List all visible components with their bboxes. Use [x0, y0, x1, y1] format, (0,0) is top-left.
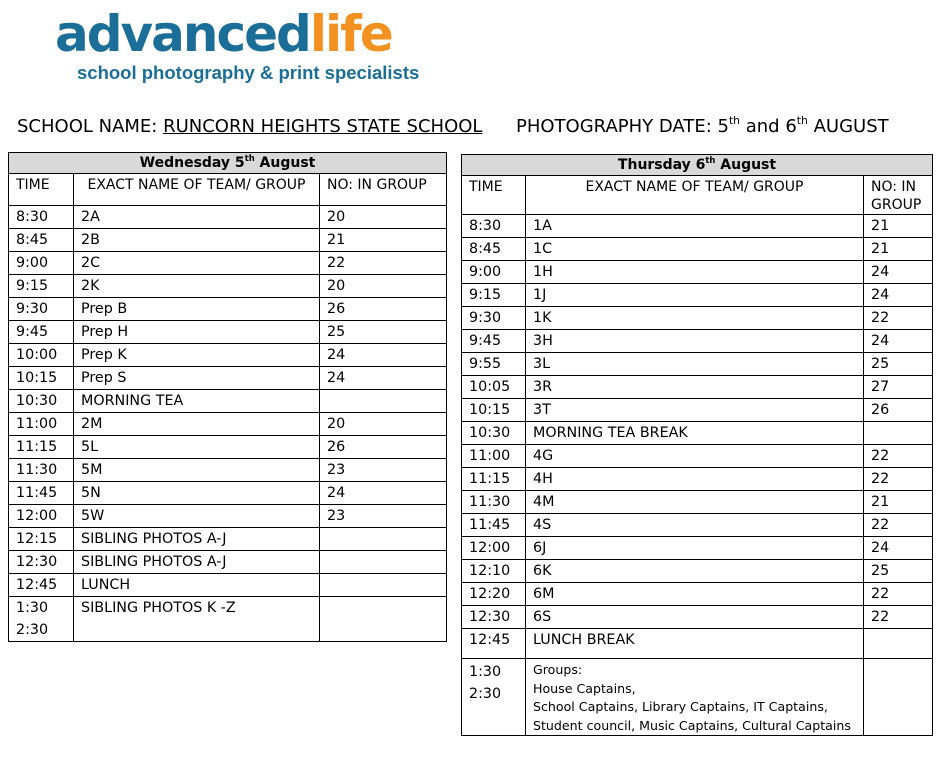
table-row: [462, 491, 933, 514]
date-label: PHOTOGRAPHY DATE:: [516, 116, 718, 137]
date-day2: 6: [785, 116, 797, 137]
date-sup1: th: [728, 113, 741, 127]
group-count-cell: 24: [864, 537, 933, 560]
group-count-cell: 21: [320, 229, 447, 252]
group-count-cell: 25: [320, 321, 447, 344]
table-row: [9, 298, 447, 321]
table-row: [462, 606, 933, 629]
table-row: [462, 422, 933, 445]
time-cell: 11:45: [462, 514, 526, 537]
time-cell: 9:15: [9, 275, 74, 298]
group-name-cell: 5M: [74, 459, 320, 482]
group-count-cell: 22: [864, 514, 933, 537]
col-header-count-line1: NO: IN: [871, 179, 917, 195]
thursday-title-sup: th: [705, 154, 716, 165]
group-name-cell: Prep K: [74, 344, 320, 367]
wednesday-schedule-table: [8, 152, 447, 642]
thursday-schedule-table: [461, 154, 933, 736]
table-row: [9, 367, 447, 390]
group-count-cell: 20: [320, 206, 447, 229]
time-cell: 12:10: [462, 560, 526, 583]
time-end: 2:30: [469, 686, 502, 702]
group-count-cell: 23: [320, 459, 447, 482]
group-name-cell: 6K: [526, 560, 864, 583]
group-count-cell: [864, 422, 933, 445]
table-row: [462, 215, 933, 238]
group-name-cell: 1A: [526, 215, 864, 238]
groups-line: School Captains, Library Captains, IT Captains,: [533, 699, 828, 714]
time-cell: 8:30: [462, 215, 526, 238]
table-row: [462, 583, 933, 606]
table-row: [462, 399, 933, 422]
table-row: [9, 436, 447, 459]
time-cell: 12:30: [9, 551, 74, 574]
group-name-cell: 4G: [526, 445, 864, 468]
group-count-cell: [320, 597, 447, 642]
group-name-cell: 1H: [526, 261, 864, 284]
time-cell: 11:15: [9, 436, 74, 459]
table-row: [462, 659, 933, 736]
group-name-cell: 1C: [526, 238, 864, 261]
group-name-cell: 4H: [526, 468, 864, 491]
group-count-cell: 27: [864, 376, 933, 399]
group-count-cell: 23: [320, 505, 447, 528]
group-name-cell: 6J: [526, 537, 864, 560]
group-count-cell: 22: [864, 583, 933, 606]
time-cell: 12:30: [462, 606, 526, 629]
group-count-cell: 21: [864, 491, 933, 514]
group-name-cell: SIBLING PHOTOS K -Z: [74, 597, 320, 642]
table-row: [462, 468, 933, 491]
table-row: [9, 344, 447, 367]
time-cell: [9, 597, 74, 642]
time-cell: 11:00: [9, 413, 74, 436]
wednesday-title: [9, 153, 447, 174]
group-count-cell: 26: [320, 298, 447, 321]
group-count-cell: 25: [864, 353, 933, 376]
table-row: [9, 459, 447, 482]
time-cell: [462, 659, 526, 736]
table-row: [9, 206, 447, 229]
group-name-cell: 1K: [526, 307, 864, 330]
group-count-cell: 22: [864, 307, 933, 330]
group-name-cell: 3R: [526, 376, 864, 399]
group-count-cell: 20: [320, 413, 447, 436]
time-cell: 12:45: [9, 574, 74, 597]
time-cell: 10:05: [462, 376, 526, 399]
photography-date-line: [516, 113, 889, 137]
table-row: [9, 505, 447, 528]
table-row: [9, 252, 447, 275]
group-count-cell: 24: [320, 482, 447, 505]
table-row: [9, 321, 447, 344]
col-header-count: NO: IN GROUP: [320, 174, 447, 206]
time-cell: 9:15: [462, 284, 526, 307]
logo-wordmark: [55, 6, 392, 62]
group-count-cell: 26: [320, 436, 447, 459]
group-count-cell: 26: [864, 399, 933, 422]
group-name-cell: 2C: [74, 252, 320, 275]
company-logo: [55, 6, 475, 86]
time-cell: 10:00: [9, 344, 74, 367]
time-cell: 12:20: [462, 583, 526, 606]
group-count-cell: 21: [864, 238, 933, 261]
time-cell: 9:45: [462, 330, 526, 353]
logo-wordmark-part1: advanced: [55, 5, 310, 63]
time-cell: 12:00: [462, 537, 526, 560]
time-cell: 11:45: [9, 482, 74, 505]
group-name-cell: 6M: [526, 583, 864, 606]
thursday-title: [462, 155, 933, 176]
time-cell: 11:30: [462, 491, 526, 514]
time-cell: 9:00: [462, 261, 526, 284]
group-count-cell: [320, 390, 447, 413]
thursday-title-day: Thursday 6: [617, 157, 706, 173]
group-name-cell: 3H: [526, 330, 864, 353]
time-cell: 12:45: [462, 629, 526, 659]
group-name-cell: 2A: [74, 206, 320, 229]
group-count-cell: 24: [864, 284, 933, 307]
table-row: [462, 514, 933, 537]
time-cell: 11:15: [462, 468, 526, 491]
date-and: and: [740, 116, 786, 137]
table-row: [9, 551, 447, 574]
time-cell: 8:45: [462, 238, 526, 261]
time-cell: 8:30: [9, 206, 74, 229]
group-name-cell: MORNING TEA: [74, 390, 320, 413]
group-name-cell: 3L: [526, 353, 864, 376]
group-count-cell: 25: [864, 560, 933, 583]
group-count-cell: 24: [320, 344, 447, 367]
group-name-cell: 3T: [526, 399, 864, 422]
time-cell: 12:00: [9, 505, 74, 528]
col-header-count-line2: GROUP: [871, 197, 922, 213]
thursday-title-month: August: [715, 157, 777, 173]
table-row: [462, 445, 933, 468]
group-count-cell: 22: [864, 606, 933, 629]
group-name-cell: 2K: [74, 275, 320, 298]
time-cell: 12:15: [9, 528, 74, 551]
table-row: [9, 413, 447, 436]
group-count-cell: 22: [320, 252, 447, 275]
group-name-cell: Prep B: [74, 298, 320, 321]
table-row: [462, 629, 933, 659]
table-row: [462, 353, 933, 376]
table-row: [462, 238, 933, 261]
group-name-cell: LUNCH: [74, 574, 320, 597]
table-row: [9, 275, 447, 298]
time-cell: 11:30: [9, 459, 74, 482]
time-start: 1:30: [469, 664, 502, 680]
groups-line: Student council, Music Captains, Cultural Captains: [533, 717, 851, 733]
group-name-cell: Prep S: [74, 367, 320, 390]
group-count-cell: 21: [864, 215, 933, 238]
time-cell: 10:15: [462, 399, 526, 422]
wednesday-title-day: Wednesday 5: [139, 155, 245, 171]
table-row: [462, 560, 933, 583]
col-header-time: TIME: [9, 174, 74, 206]
group-count-cell: 24: [320, 367, 447, 390]
table-row: [462, 307, 933, 330]
time-start: 1:30: [16, 600, 49, 616]
table-row: [9, 482, 447, 505]
group-name-cell: SIBLING PHOTOS A-J: [74, 528, 320, 551]
group-count-cell: 22: [864, 468, 933, 491]
table-row: [9, 229, 447, 252]
group-name-cell: Prep H: [74, 321, 320, 344]
group-count-cell: [320, 528, 447, 551]
time-cell: 8:45: [9, 229, 74, 252]
group-name-cell: 5W: [74, 505, 320, 528]
group-count-cell: [864, 659, 933, 736]
time-cell: 11:00: [462, 445, 526, 468]
group-name-cell: SIBLING PHOTOS A-J: [74, 551, 320, 574]
groups-line: Groups:: [533, 662, 583, 677]
table-row: [9, 597, 447, 642]
time-cell: 9:55: [462, 353, 526, 376]
time-cell: 9:30: [9, 298, 74, 321]
date-sup2: th: [796, 113, 808, 127]
time-cell: 9:00: [9, 252, 74, 275]
table-row: [462, 537, 933, 560]
group-name-cell: 6S: [526, 606, 864, 629]
wednesday-title-sup: th: [244, 152, 255, 163]
group-count-cell: [320, 551, 447, 574]
time-cell: 9:30: [462, 307, 526, 330]
time-cell: 10:30: [462, 422, 526, 445]
col-header-name: EXACT NAME OF TEAM/ GROUP: [526, 176, 864, 215]
wednesday-title-month: August: [254, 155, 316, 171]
time-end: 2:30: [16, 622, 49, 638]
table-row: [462, 284, 933, 307]
col-header-time: TIME: [462, 176, 526, 215]
group-name-cell: 2M: [74, 413, 320, 436]
group-name-cell: 2B: [74, 229, 320, 252]
group-name-cell: LUNCH BREAK: [526, 629, 864, 659]
table-row: [462, 376, 933, 399]
time-cell: 10:15: [9, 367, 74, 390]
logo-tagline: school photography & print specialists: [77, 62, 420, 83]
group-count-cell: 24: [864, 330, 933, 353]
group-name-cell: 4M: [526, 491, 864, 514]
group-name-cell: 1J: [526, 284, 864, 307]
group-name-cell: 5N: [74, 482, 320, 505]
group-count-cell: [320, 574, 447, 597]
group-count-cell: 22: [864, 445, 933, 468]
col-header-name: EXACT NAME OF TEAM/ GROUP: [74, 174, 320, 206]
group-count-cell: 24: [864, 261, 933, 284]
time-cell: 10:30: [9, 390, 74, 413]
group-name-cell: [526, 659, 864, 736]
table-row: [462, 261, 933, 284]
table-row: [462, 330, 933, 353]
group-count-cell: [864, 629, 933, 659]
group-count-cell: 20: [320, 275, 447, 298]
group-name-cell: 5L: [74, 436, 320, 459]
group-name-cell: 4S: [526, 514, 864, 537]
school-name-value: RUNCORN HEIGHTS STATE SCHOOL: [163, 116, 483, 137]
table-row: [9, 390, 447, 413]
date-day1: 5: [717, 116, 729, 137]
table-row: [9, 528, 447, 551]
groups-line: House Captains,: [533, 680, 636, 696]
logo-wordmark-part2: life: [309, 5, 392, 63]
school-name-line: [17, 116, 482, 137]
col-header-count: [864, 176, 933, 215]
time-cell: 9:45: [9, 321, 74, 344]
date-month: AUGUST: [807, 116, 889, 137]
table-row: [9, 574, 447, 597]
group-name-cell: MORNING TEA BREAK: [526, 422, 864, 445]
school-name-label: SCHOOL NAME:: [17, 116, 164, 137]
